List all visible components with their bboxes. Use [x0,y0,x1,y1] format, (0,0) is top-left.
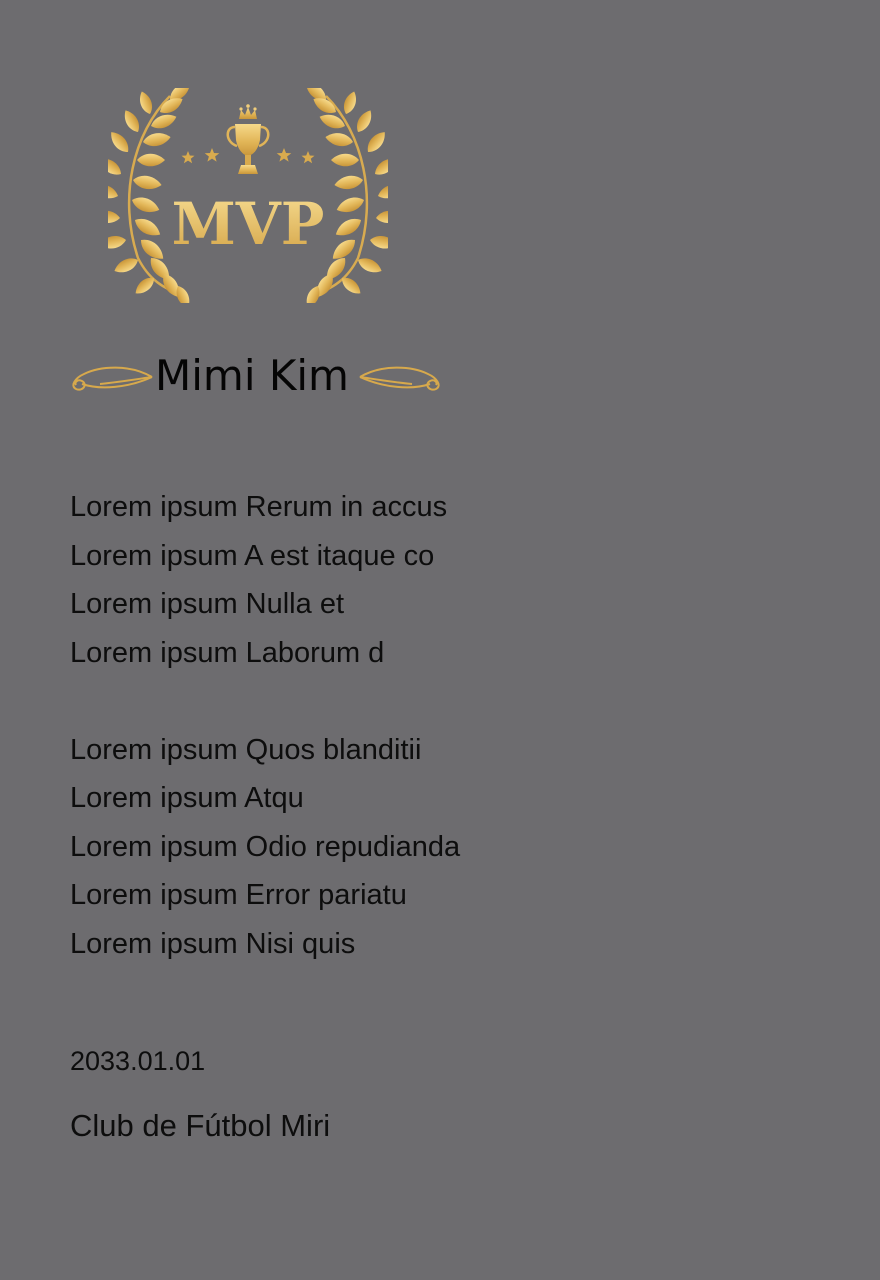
body-line: Lorem ipsum Laborum d [70,636,385,669]
recipient-name: Mimi Kim [155,351,349,400]
body-line: Lorem ipsum Atqu [70,782,304,814]
trophy-icon [228,124,269,174]
body-line: Lorem ipsum Nisi quis [70,927,356,960]
crown-icon [239,104,257,119]
body-line: Lorem ipsum Error pariatu [70,879,407,911]
body-line: Lorem ipsum Quos blanditii [70,733,422,766]
name-banner [60,348,452,408]
body-line: Lorem ipsum Odio repudianda [70,830,461,863]
body-line: Lorem ipsum Nulla et [70,588,344,620]
mvp-emblem [108,88,388,303]
issue-date: 2033.01.01 [70,1046,206,1076]
club-name: Club de Fútbol Miri [70,1108,331,1143]
body-line: Lorem ipsum A est itaque co [70,539,435,572]
body-line: Lorem ipsum Rerum in accus [70,491,448,523]
certificate-body [70,483,460,968]
trophy-laurel-icon [108,88,388,303]
mvp-text: MVP [171,190,325,258]
paragraph-gap [70,677,460,726]
